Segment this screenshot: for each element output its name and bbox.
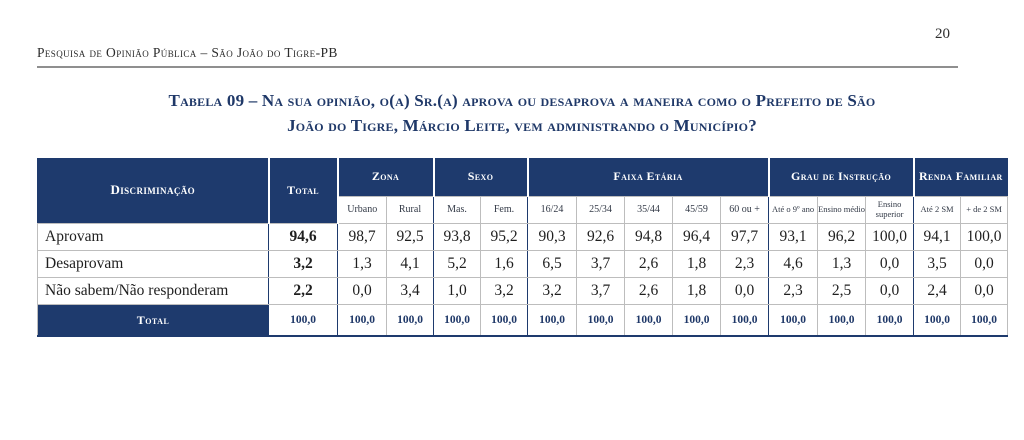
table-row (38, 278, 1008, 305)
table-cell: 100,0 (818, 305, 866, 337)
table-group-header-row (38, 158, 1008, 197)
table-cell: 2,3 (721, 251, 769, 278)
table-cell: 100,0 (914, 305, 961, 337)
table-cell: 0,0 (961, 278, 1008, 305)
header-rule (37, 66, 958, 68)
table-cell: 2,6 (625, 278, 673, 305)
table-cell: 2,6 (625, 251, 673, 278)
col-subheader-60-ou-mais: 60 ou + (721, 197, 769, 224)
table-cell: 96,2 (818, 224, 866, 251)
col-subheader-ensino-medio: Ensino médio (818, 197, 866, 224)
table-cell: 100,0 (866, 224, 914, 251)
row-label: Não sabem/Não responderam (38, 278, 269, 305)
col-header-discriminacao: Discriminação (38, 158, 269, 224)
table-cell: 92,6 (577, 224, 625, 251)
table-cell: 0,0 (338, 278, 387, 305)
table-cell: 100,0 (481, 305, 528, 337)
table-cell: 2,4 (914, 278, 961, 305)
table-cell: 100,0 (721, 305, 769, 337)
col-subheader-mais-de-2-sm: + de 2 SM (961, 197, 1008, 224)
col-subheader-ensino-superior: Ensino superior (866, 197, 914, 224)
table-cell: 1,0 (434, 278, 481, 305)
table-cell: 100,0 (625, 305, 673, 337)
col-group-sexo: Sexo (434, 158, 528, 197)
col-subheader-feminino: Fem. (481, 197, 528, 224)
results-table (37, 158, 1008, 337)
col-subheader-25-34: 25/34 (577, 197, 625, 224)
table-cell: 0,0 (866, 251, 914, 278)
table-cell: 2,5 (818, 278, 866, 305)
table-cell: 2,3 (769, 278, 818, 305)
table-cell: 0,0 (721, 278, 769, 305)
table-cell: 4,1 (387, 251, 434, 278)
table-cell: 100,0 (387, 305, 434, 337)
table-cell: 6,5 (528, 251, 577, 278)
table-cell: 1,6 (481, 251, 528, 278)
table-cell: 93,1 (769, 224, 818, 251)
table-cell: 98,7 (338, 224, 387, 251)
row-label: Desaprovam (38, 251, 269, 278)
table-cell: 100,0 (434, 305, 481, 337)
table-cell: 95,2 (481, 224, 528, 251)
table-cell: 4,6 (769, 251, 818, 278)
col-group-grau-instrucao: Grau de Instrução (769, 158, 914, 197)
table-cell: 3,4 (387, 278, 434, 305)
col-subheader-rural: Rural (387, 197, 434, 224)
table-cell: 3,2 (528, 278, 577, 305)
col-header-total: Total (269, 158, 338, 224)
table-title-line1: Tabela 09 – Na sua opinião, o(a) Sr.(a) aprova ou desaprova a maneira como o Prefeito de São (168, 91, 876, 110)
table-cell: 100,0 (577, 305, 625, 337)
col-subheader-ate-9-ano: Até o 9º ano (769, 197, 818, 224)
table-cell: 100,0 (673, 305, 721, 337)
table-cell: 0,0 (866, 278, 914, 305)
table-body (38, 224, 1008, 337)
col-group-zona: Zona (338, 158, 434, 197)
table-cell: 100,0 (866, 305, 914, 337)
table-cell: 1,8 (673, 251, 721, 278)
table-cell: 3,2 (481, 278, 528, 305)
table-cell: 3,7 (577, 278, 625, 305)
table-title (37, 88, 1007, 138)
col-group-faixa-etaria: Faixa Etária (528, 158, 769, 197)
table-cell: 100,0 (961, 305, 1008, 337)
table-cell: 90,3 (528, 224, 577, 251)
total-row-label: Total (38, 305, 269, 337)
table-cell: 100,0 (528, 305, 577, 337)
col-subheader-masculino: Mas. (434, 197, 481, 224)
table-row (38, 224, 1008, 251)
table-cell: 94,8 (625, 224, 673, 251)
table-cell: 94,6 (269, 224, 338, 251)
table-cell: 100,0 (961, 224, 1008, 251)
table-title-line2: João do Tigre, Márcio Leite, vem administrando o Município? (287, 116, 757, 135)
table-cell: 94,1 (914, 224, 961, 251)
col-subheader-45-59: 45/59 (673, 197, 721, 224)
table-cell: 0,0 (961, 251, 1008, 278)
col-group-renda-familiar: Renda Familiar (914, 158, 1008, 197)
row-label: Aprovam (38, 224, 269, 251)
table-cell: 92,5 (387, 224, 434, 251)
table-cell: 93,8 (434, 224, 481, 251)
col-subheader-urbano: Urbano (338, 197, 387, 224)
table-cell: 3,7 (577, 251, 625, 278)
table-cell: 3,5 (914, 251, 961, 278)
table-total-row (38, 305, 1008, 337)
table-cell: 1,3 (818, 251, 866, 278)
table-cell: 3,2 (269, 251, 338, 278)
running-header: Pesquisa de Opinião Pública – São João do Tigre-PB (37, 45, 338, 60)
table-cell: 96,4 (673, 224, 721, 251)
col-subheader-16-24: 16/24 (528, 197, 577, 224)
table-cell: 97,7 (721, 224, 769, 251)
table-cell: 1,3 (338, 251, 387, 278)
table-cell: 100,0 (338, 305, 387, 337)
table-cell: 1,8 (673, 278, 721, 305)
table-cell: 2,2 (269, 278, 338, 305)
col-subheader-35-44: 35/44 (625, 197, 673, 224)
table-cell: 100,0 (269, 305, 338, 337)
col-subheader-ate-2-sm: Até 2 SM (914, 197, 961, 224)
table-row (38, 251, 1008, 278)
table-cell: 100,0 (769, 305, 818, 337)
page-number: 20 (935, 26, 950, 42)
table-cell: 5,2 (434, 251, 481, 278)
